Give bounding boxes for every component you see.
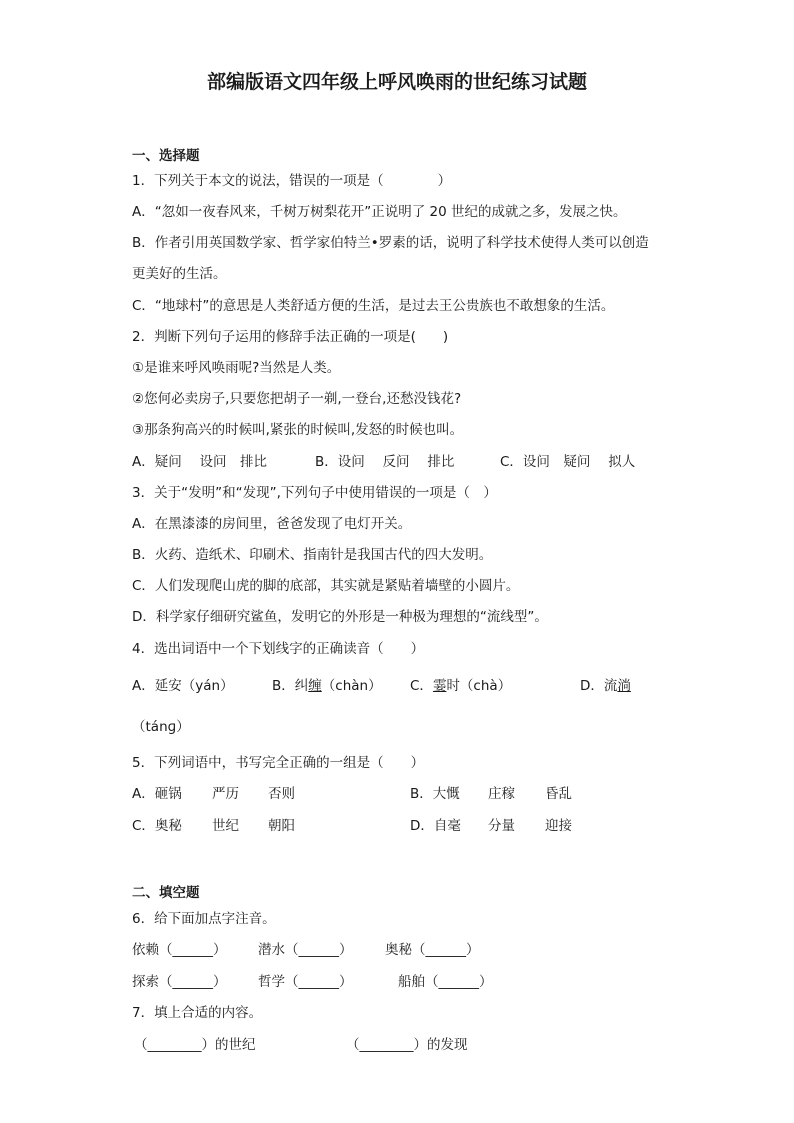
pinyin-blank: 探索（______） [132,974,227,990]
question-4-option-c: C．霎时（chà） [410,678,512,694]
question-5-stem: 5．下列词语中，书写完全正确的一组是（ ） [132,755,425,771]
question-2-sentence-1: ①是谁来呼风唤雨呢?当然是人类。 [132,360,341,376]
question-5-option-b-word: 庄稼 [488,786,515,802]
question-2-option-b: B．设问 反问 排比 [315,454,455,470]
question-3-stem: 3．关于“发明”和“发现”,下列句子中使用错误的一项是（ ） [132,485,497,501]
pinyin-blank: 船舶（______） [398,974,493,990]
question-6-stem: 6．给下面加点字注音。 [132,911,276,927]
question-2-sentence-3: ③那条狗高兴的时候叫,紧张的时候叫,发怒的时候也叫。 [132,422,464,438]
question-5-option-a-word: A．砸锅 [132,786,182,802]
question-1-option-b: B．作者引用英国数学家、哲学家伯特兰•罗素的话，说明了科学技术使得人类可以创造 [132,235,649,251]
question-2-option-c: C．设问 疑问 拟人 [500,454,636,470]
question-1-stem: 1．下列关于本文的说法，错误的一项是（ ） [132,173,452,189]
question-3-option-c: C．人们发现爬山虎的脚的底部，其实就是紧贴着墙壁的小圆片。 [132,578,520,594]
question-3-option-d: D．科学家仔细研究鲨鱼，发明它的外形是一种极为理想的“流线型”。 [132,609,548,625]
question-3-option-b: B．火药、造纸术、印刷术、指南针是我国古代的四大发明。 [132,547,493,563]
question-5-option-a-word: 严历 [212,786,239,802]
question-3-option-a: A．在黑漆漆的房间里，爸爸发现了电灯开关。 [132,516,412,532]
question-5-option-c-word: 朝阳 [268,818,295,834]
question-6-row-2 [0,973,794,991]
question-1-option-b-cont: 更美好的生活。 [132,266,227,282]
question-5-row-2 [0,817,794,835]
section-heading-choice: 一、选择题 [132,148,200,164]
question-5-option-c-word: C．奥秘 [132,818,182,834]
question-2-option-a: A．疑问 设问 排比 [132,454,268,470]
page-title: 部编版语文四年级上呼风唤雨的世纪练习试题 [206,71,587,93]
fill-blank-century: （________）的世纪 [134,1037,256,1053]
question-4-stem: 4．选出词语中一个下划线字的正确读音（ ） [132,641,425,657]
pinyin-blank: 依赖（______） [132,942,227,958]
pinyin-blank: 哲学（______） [258,974,353,990]
question-2-stem: 2．判断下列句子运用的修辞手法正确的一项是( ) [132,329,449,345]
question-4-option-d: D．流淌 [580,678,631,694]
question-7-stem: 7．填上合适的内容。 [132,1005,263,1021]
fill-blank-discovery: （________）的发现 [346,1037,468,1053]
question-6-row-1 [0,941,794,959]
section-heading-fill: 二、填空题 [132,885,200,901]
question-5-option-a-word: 否则 [268,786,295,802]
question-4-option-b: B．纠缠（chàn） [272,678,382,694]
question-5-option-d-word: 迎接 [545,818,572,834]
question-2-sentence-2: ②您何必卖房子,只要您把胡子一剃,一登台,还愁没钱花? [132,391,462,407]
question-5-option-b-word: B．大慨 [410,786,460,802]
pinyin-blank: 奥秘（______） [385,942,480,958]
question-1-option-a: A．“忽如一夜春风来，千树万树梨花开”正说明了 20 世纪的成就之多，发展之快。 [132,204,627,220]
question-4-option-a: A．延安（yán） [132,678,234,694]
pinyin-blank: 潜水（______） [258,942,353,958]
question-1-option-c: C．“地球村”的意思是人类舒适方便的生活，是过去王公贵族也不敢想象的生活。 [132,298,615,314]
question-5-row-1 [0,785,794,803]
question-5-option-b-word: 昏乱 [545,786,572,802]
question-4-option-d-pinyin: （tánɡ） [132,719,190,735]
question-5-option-d-word: D．自毫 [410,818,461,834]
question-5-option-c-word: 世纪 [212,818,239,834]
question-5-option-d-word: 分量 [488,818,515,834]
